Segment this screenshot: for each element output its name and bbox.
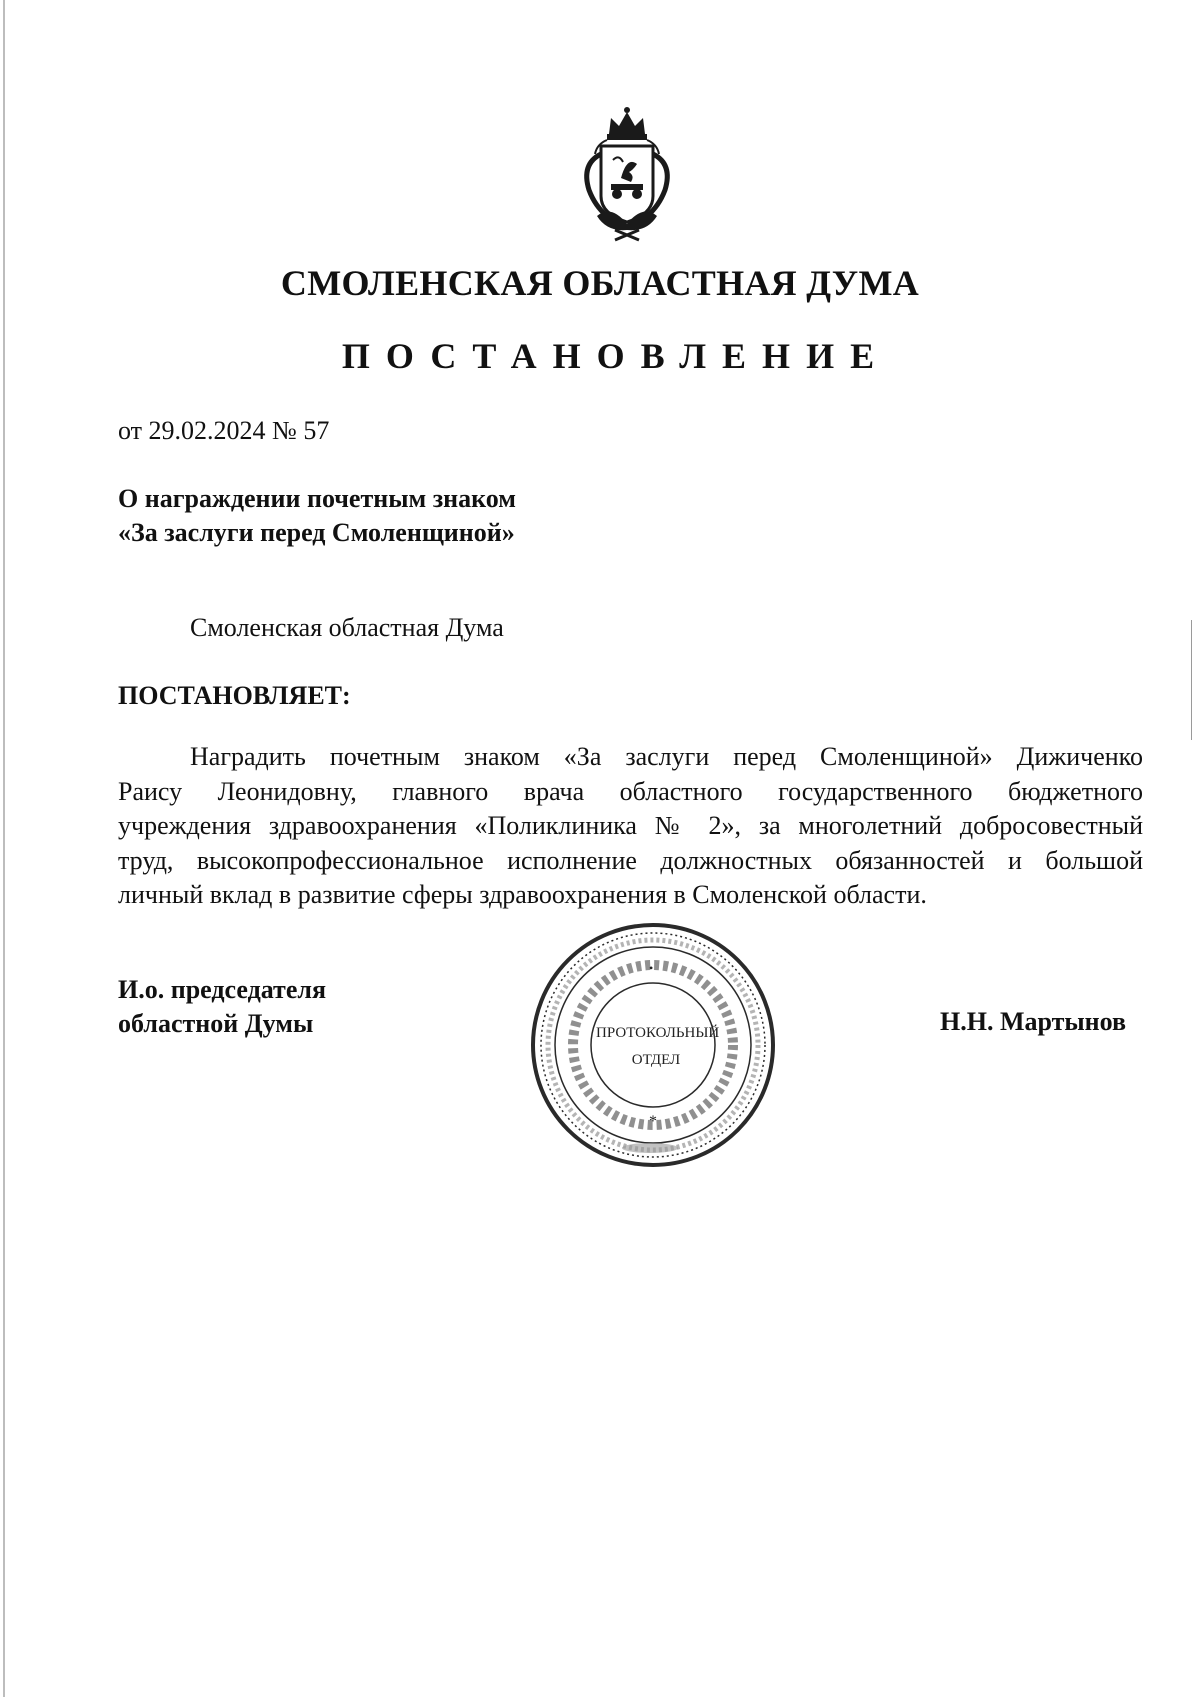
issuer-text: Смоленская областная Дума	[190, 613, 504, 642]
body-line: Наградить почетным знаком «За заслуги перед Смоленщиной» Дижиченко	[190, 742, 1143, 771]
body-line: труд, высокопрофессиональное исполнение должностных обязанностей и большой	[118, 845, 1143, 875]
smolensk-coat-of-arms-icon	[567, 104, 687, 244]
svg-text:•: •	[649, 961, 654, 975]
position-line-2: областной Думы	[118, 1009, 314, 1038]
body-line: Раису Леонидовну, главного врача областного государственного бюджетного	[118, 776, 1143, 806]
document-title	[118, 482, 516, 550]
seal-center-line-1: ПРОТОКОЛЬНЫЙ	[596, 1025, 720, 1041]
title-line-1: О награждении почетным знаком	[118, 484, 517, 513]
signatory-position	[118, 973, 326, 1041]
document-type: ПОСТАНОВЛЕНИЕ	[341, 336, 891, 376]
seal-center-line-2: ОТДЕЛ	[631, 1052, 681, 1068]
signatory-name: Н.Н. Мартынов	[940, 1007, 1127, 1036]
decree-word: ПОСТАНОВЛЯЕТ:	[118, 681, 351, 710]
body-line: учреждения здравоохранения «Поликлиника № 2», за многолетний добросовестный	[118, 811, 1143, 840]
scan-edge-right	[1191, 620, 1192, 740]
position-line-1: И.о. председателя	[118, 975, 327, 1004]
svg-text:*: *	[649, 1113, 657, 1130]
title-line-2: «За заслуги перед Смоленщиной»	[118, 518, 515, 547]
scan-edge-left	[3, 0, 5, 1697]
official-seal-stamp	[528, 920, 778, 1170]
body-line: личный вклад в развитие сферы здравоохранения в Смоленской области.	[118, 880, 927, 909]
document-date-number: от 29.02.2024 № 57	[118, 416, 330, 445]
decree-body	[118, 740, 1143, 913]
organization-name: СМОЛЕНСКАЯ ОБЛАСТНАЯ ДУМА	[280, 263, 920, 303]
